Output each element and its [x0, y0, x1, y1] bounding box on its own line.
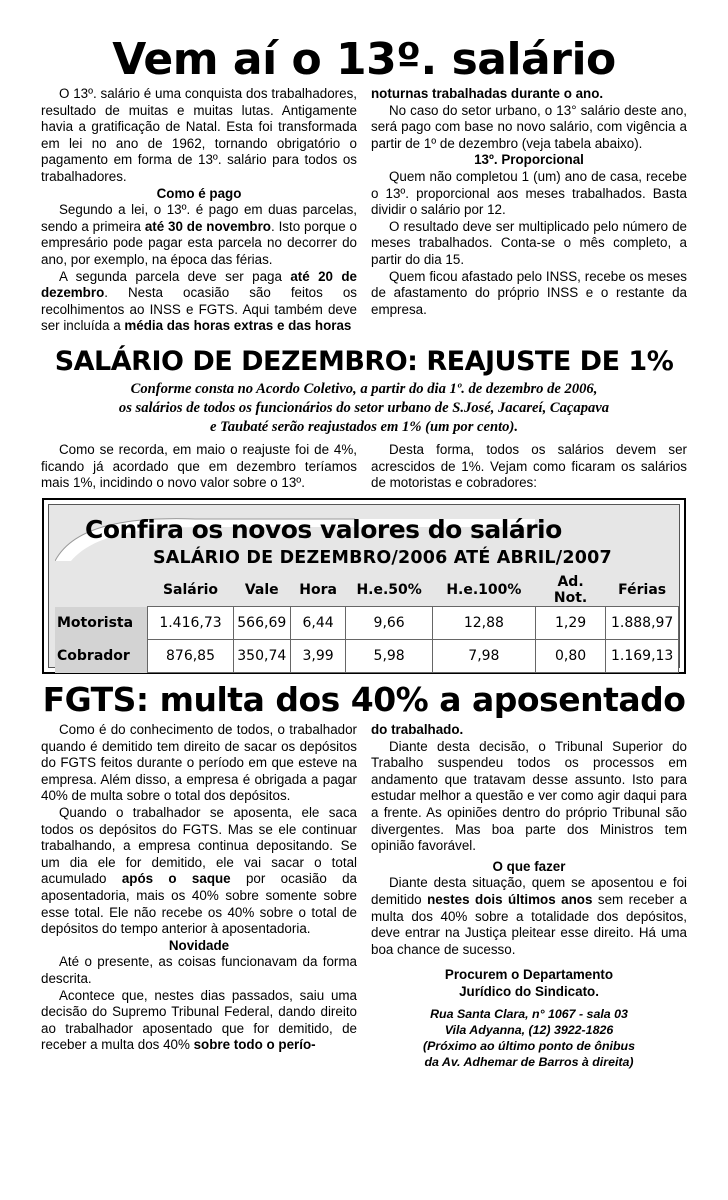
table-row — [55, 607, 679, 640]
header-cell: Férias — [618, 582, 667, 598]
section1-col1 — [41, 86, 357, 335]
table-cell: 7,98 — [432, 640, 535, 673]
table-subtitle: SALÁRIO DE DEZEMBRO/2006 ATÉ ABRIL/2007 — [153, 548, 612, 568]
paragraph: Quem ficou afastado pelo INSS, recebe os meses de afastamento do próprio INSS e o restante da empresa. — [371, 268, 687, 317]
table-cell: 5,98 — [346, 640, 433, 673]
paragraph: Até o presente, as coisas funcionavam da forma descrita. — [41, 954, 357, 986]
section3-col2 — [371, 722, 687, 1070]
paragraph: O resultado deve ser multiplicado pelo número de meses trabalhados. Conta-se o mês completo, a partir do dia 15. — [371, 218, 687, 267]
header-cell: H.e.100% — [446, 582, 522, 598]
table-cell: 0,80 — [535, 640, 605, 673]
section3-col1 — [41, 722, 357, 1054]
table-cell: 9,66 — [346, 607, 433, 640]
section2-lead — [40, 380, 688, 437]
section2-col1 — [41, 442, 357, 492]
table-title: Confira os novos valores do salário — [85, 515, 562, 544]
row-label: Motorista — [55, 607, 148, 640]
subheading: Como é pago — [156, 185, 242, 201]
subheading: O que fazer — [492, 858, 566, 874]
row-label: Cobrador — [55, 640, 148, 673]
subheading: Novidade — [168, 937, 230, 953]
section2-title: SALÁRIO DE DEZEMBRO: REAJUSTE DE 1% — [54, 346, 674, 377]
paragraph: do trabalhado. — [371, 722, 464, 737]
paragraph: Acontece que, nestes dias passados, saiu uma decisão do Supremo Tribunal Federal, dando direito ao trabalhador aposentado que for demitido, de receber a multa dos 40% sobre todo o perío- — [41, 987, 357, 1053]
section3-title: FGTS: multa dos 40% a aposentado — [42, 680, 686, 719]
lead-line: os salários de todos os funcionários do setor urbano de S.José, Jacareí, Caçapava — [118, 400, 610, 416]
paragraph: Quem não completou 1 (um) ano de casa, recebe o 13º. proporcional aos meses trabalhados. Basta dividir o salário por 12. — [371, 168, 687, 218]
paragraph: Diante desta decisão, o Tribunal Superior do Trabalho suspendeu todos os processos em andamento que tratavam desse assunto. Isto para estudar melhor a questão e ver como agir daqui para a frente. As opiniões dentro do próprio Tribunal são divergentes. Mas boa parte dos Ministros tem opinião favorável. — [371, 738, 687, 854]
table-header-row — [55, 574, 679, 607]
paragraph: Segundo a lei, o 13º. é pago em duas parcelas, sendo a primeira até 30 de novembro. Isto porque o empresário pode pagar esta parcela no decorrer do ano, por exemplo, na época das férias. — [41, 202, 357, 267]
table-cell: 3,99 — [290, 640, 345, 673]
address-line: da Av. Adhemar de Barros à direita) — [424, 1055, 634, 1070]
paragraph: Como se recorda, em maio o reajuste foi de 4%, ficando já acordado que em dezembro teríamos mais 1%, incidindo o novo valor sobre o 13º. — [41, 442, 357, 491]
address-block — [371, 1006, 687, 1070]
lead-line: Conforme consta no Acordo Coletivo, a partir do dia 1º. de dezembro de 2006, — [130, 381, 598, 397]
salary-table — [55, 574, 679, 673]
table-cell: 12,88 — [432, 607, 535, 640]
paragraph: Como é do conhecimento de todos, o trabalhador quando é demitido tem direito de sacar os depósitos do FGTS feitos durante o período em que esteve na empresa. Além disso, a empresa é obrigada a pagar 40% de multa sobre o total dos depósitos. — [41, 722, 357, 804]
table-cell: 1.888,97 — [606, 607, 679, 640]
paragraph: Desta forma, todos os salários devem ser acrescidos de 1%. Vejam como ficaram os salários de motoristas e cobradores: — [371, 442, 687, 491]
table-row — [55, 640, 679, 673]
table-cell: 1.169,13 — [606, 640, 679, 673]
paragraph: Quando o trabalhador se aposenta, ele saca todos os depósitos do FGTS. Mas se ele continuar trabalhando, a empresa continua depositando. Se um dia ele for demitido, ele vai sacar o total acumulado após o saque por ocasião da aposentadoria, mais os 40% sobre somente sobre esse total. Ele não recebe os 40% sobre o total de depósitos do tempo anterior à aposentadoria. — [41, 804, 357, 937]
table-cell: 1,29 — [535, 607, 605, 640]
header-cell-empty — [55, 574, 148, 607]
paragraph: No caso do setor urbano, o 13° salário deste ano, será pago com base no novo salário, com vigência a partir de 1º de dezembro (veja tabela abaixo). — [371, 102, 687, 151]
address-line: (Próximo ao último ponto de ônibus — [422, 1039, 635, 1054]
header-cell: Ad. Not. — [553, 574, 588, 606]
header-cell: Hora — [299, 582, 337, 598]
salary-table-panel — [48, 504, 680, 668]
cta-line: Jurídico do Sindicato. — [459, 984, 599, 1000]
section2-col2 — [371, 442, 687, 492]
paragraph: Diante desta situação, quem se aposentou e foi demitido nestes dois últimos anos sem receber a multa dos 40% sobre a totalidade dos depósitos, deve entrar na Justiça pleitear esse direito. Há uma boa chance de sucesso. — [371, 875, 687, 957]
header-cell: H.e.50% — [356, 582, 422, 598]
address-line: Vila Adyanna, (12) 3922-1826 — [444, 1023, 614, 1038]
address-line: Rua Santa Clara, n° 1067 - sala 03 — [430, 1007, 628, 1022]
table-cell: 6,44 — [290, 607, 345, 640]
table-cell: 876,85 — [148, 640, 233, 673]
salary-table-box — [42, 498, 686, 674]
cta — [371, 966, 687, 1000]
section1-title: Vem aí o 13º. salário — [112, 34, 616, 85]
lead-line: e Taubaté serão reajustados em 1% (um por cento). — [210, 419, 518, 435]
section1-col2 — [371, 86, 687, 318]
header-cell: Vale — [244, 582, 279, 598]
subheading: 13º. Proporcional — [474, 152, 584, 168]
table-cell: 566,69 — [233, 607, 290, 640]
paragraph: noturnas trabalhadas durante o ano. — [371, 86, 604, 101]
table-cell: 350,74 — [233, 640, 290, 673]
header-cell: Salário — [162, 582, 219, 598]
table-cell: 1.416,73 — [148, 607, 233, 640]
paragraph: A segunda parcela deve ser paga até 20 de dezembro. Nesta ocasião são feitos os recolhimentos ao INSS e FGTS. Aqui também deve ser incluída a média das horas extras e das horas — [41, 268, 357, 334]
cta-line: Procurem o Departamento — [444, 967, 614, 983]
paragraph: O 13º. salário é uma conquista dos trabalhadores, resultado de muitas e muitas lutas. Antigamente havia a gratificação de Natal. Esta foi transformada em lei no ano de 1962, tornando obrigatório o pagamento em forma de 13º. salário para todos os trabalhadores. — [41, 86, 357, 184]
